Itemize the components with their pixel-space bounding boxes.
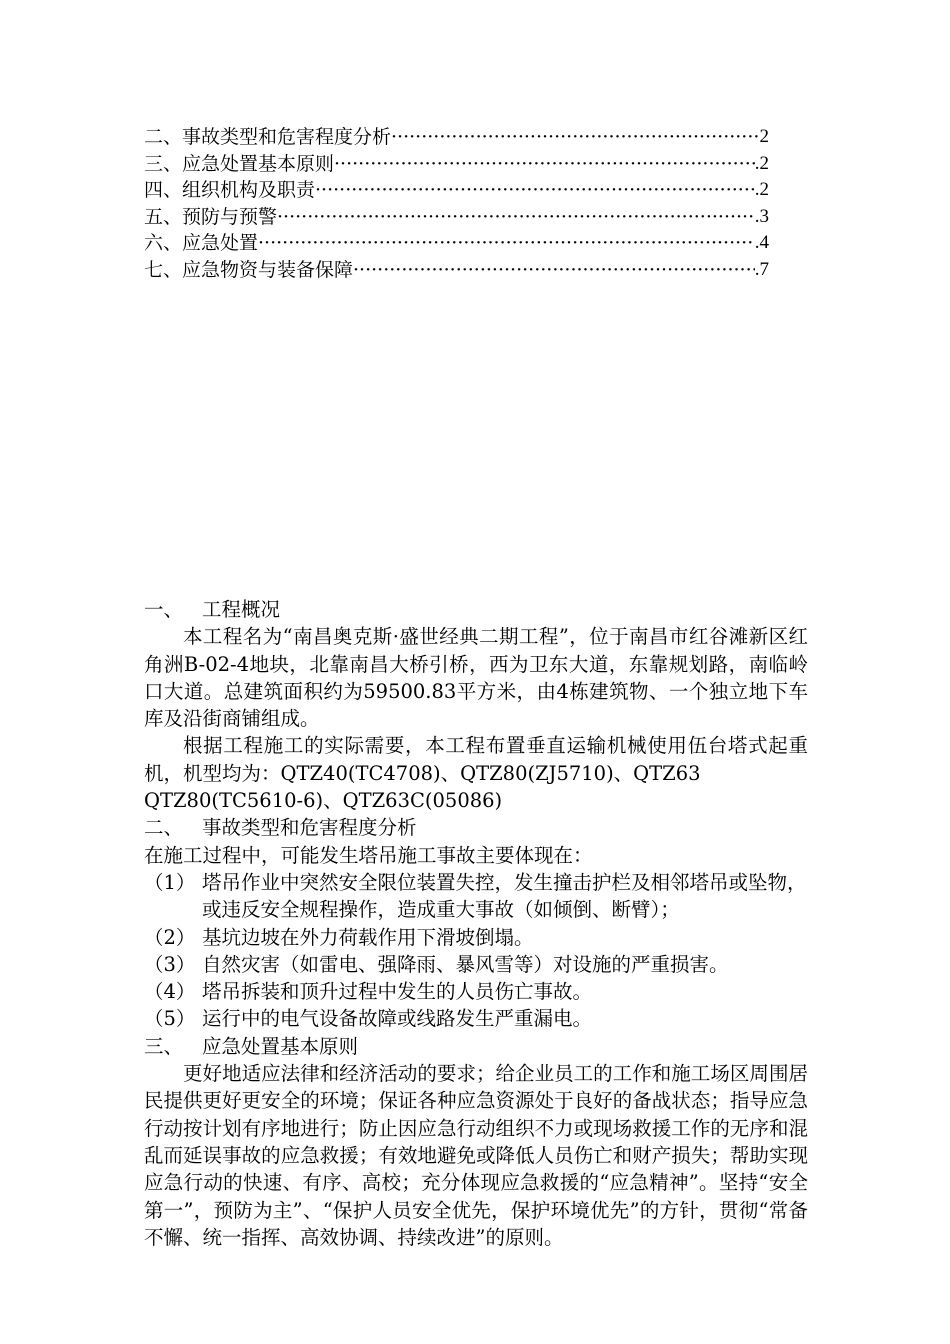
toc-entry-page: .4: [754, 232, 769, 253]
toc-entry-label: 四、组织机构及职责: [144, 179, 316, 201]
toc-entry-page: .2: [754, 179, 769, 200]
toc-entry[interactable]: [144, 124, 769, 151]
document-body: [144, 596, 808, 1251]
paragraph: 本工程名为“南昌奥克斯·盛世经典二期工程”，位于南昌市红谷滩新区红角洲B-02-4地块，北靠南昌大桥引桥，西为卫东大道，东靠规划路，南临岭口大道。总建筑面积约为59500.83平方米，由4栋建筑物、一个独立地下车库及沿街商铺组成。: [144, 625, 808, 731]
list-item-text: 塔吊作业中突然安全限位装置失控，发生撞击护栏及相邻塔吊或坠物，或违反安全规程操作，造成重大事故（如倾倒、断臂）；: [202, 870, 807, 922]
table-of-contents: [144, 124, 769, 283]
list-item-text: 运行中的电气设备故障或线路发生严重漏电。: [202, 1007, 593, 1031]
toc-entry[interactable]: [144, 177, 769, 204]
list-item: [144, 924, 808, 951]
list-marker: （1）: [144, 870, 196, 894]
toc-entry[interactable]: [144, 257, 769, 284]
list-item: [144, 1005, 808, 1032]
toc-leader-dots: [353, 257, 755, 284]
toc-entry[interactable]: [144, 230, 769, 257]
section-number: 三、: [144, 1034, 184, 1058]
toc-entry-label: 七、应急物资与装备保障: [144, 258, 354, 281]
list-item-text: 基坑边坡在外力荷载作用下滑坡倒塌。: [202, 925, 534, 949]
toc-leader-dots: [334, 151, 755, 178]
toc-entry-label: 六、应急处置: [144, 232, 259, 254]
toc-leader-dots: [277, 204, 755, 231]
list-marker: （3）: [144, 952, 196, 976]
section-title: 应急处置基本原则: [202, 1034, 359, 1058]
list-marker: （5）: [144, 1007, 196, 1031]
paragraph: 在施工过程中，可能发生塔吊施工事故主要体现在：: [144, 843, 593, 867]
toc-entry-page: .3: [754, 205, 769, 227]
section-title: 事故类型和危害程度分析: [202, 816, 417, 840]
toc-leader-dots: [315, 177, 755, 204]
toc-entry-page: .2: [754, 152, 769, 174]
toc-entry-page: 2: [759, 126, 769, 147]
list-item-text: 自然灾害（如雷电、强降雨、暴风雪等）对设施的严重损害。: [202, 952, 729, 976]
toc-leader-dots: [258, 230, 755, 257]
toc-entry-label: 五、预防与预警: [144, 205, 278, 228]
paragraph: 根据工程施工的实际需要，本工程布置垂直运输机械使用伍台塔式起重机，机型均为：QTZ40(TC4708)、QTZ80(ZJ5710)、QTZ63: [144, 734, 808, 785]
paragraph: QTZ80(TC5610-6)、QTZ63C(05086): [144, 789, 503, 813]
section-number: 二、: [144, 816, 184, 840]
list-marker: （2）: [144, 925, 196, 949]
toc-entry[interactable]: [144, 204, 769, 231]
section-heading: [144, 814, 808, 841]
list-item-text: 塔吊拆装和顶升过程中发生的人员伤亡事故。: [202, 980, 593, 1004]
list-item: [144, 978, 808, 1005]
list-marker: （4）: [144, 980, 196, 1004]
toc-entry-label: 三、应急处置基本原则: [144, 152, 335, 175]
toc-leader-dots: [391, 124, 759, 151]
list-item: [144, 951, 808, 978]
section-title: 工程概况: [202, 598, 281, 621]
paragraph: 更好地适应法律和经济活动的要求；给企业员工的工作和施工场区周围居民提供更好更安全的环境；保证各种应急资源处于良好的备战状态；指导应急行动按计划有序地进行；防止因应急行动组织不力或现场救援工作的无序和混乱而延误事故的应急救援；有效地避免或降低人员伤亡和财产损失；帮助实现应急行动的快速、有序、高校；充分体现应急救援的“应急精神”。坚持“安全第一”，预防为主”、“保护人员安全优先，保护环境优先”的方针，贯彻“常备不懈、统一指挥、高效协调、持续改进”的原则。: [144, 1062, 808, 1249]
list-item: [144, 869, 808, 924]
section-heading: [144, 596, 808, 623]
toc-entry-label: 二、事故类型和危害程度分析: [144, 126, 392, 148]
section-heading: [144, 1033, 808, 1060]
toc-entry-page: .7: [754, 258, 769, 280]
section-number: 一、: [144, 598, 184, 621]
toc-entry[interactable]: [144, 151, 769, 178]
